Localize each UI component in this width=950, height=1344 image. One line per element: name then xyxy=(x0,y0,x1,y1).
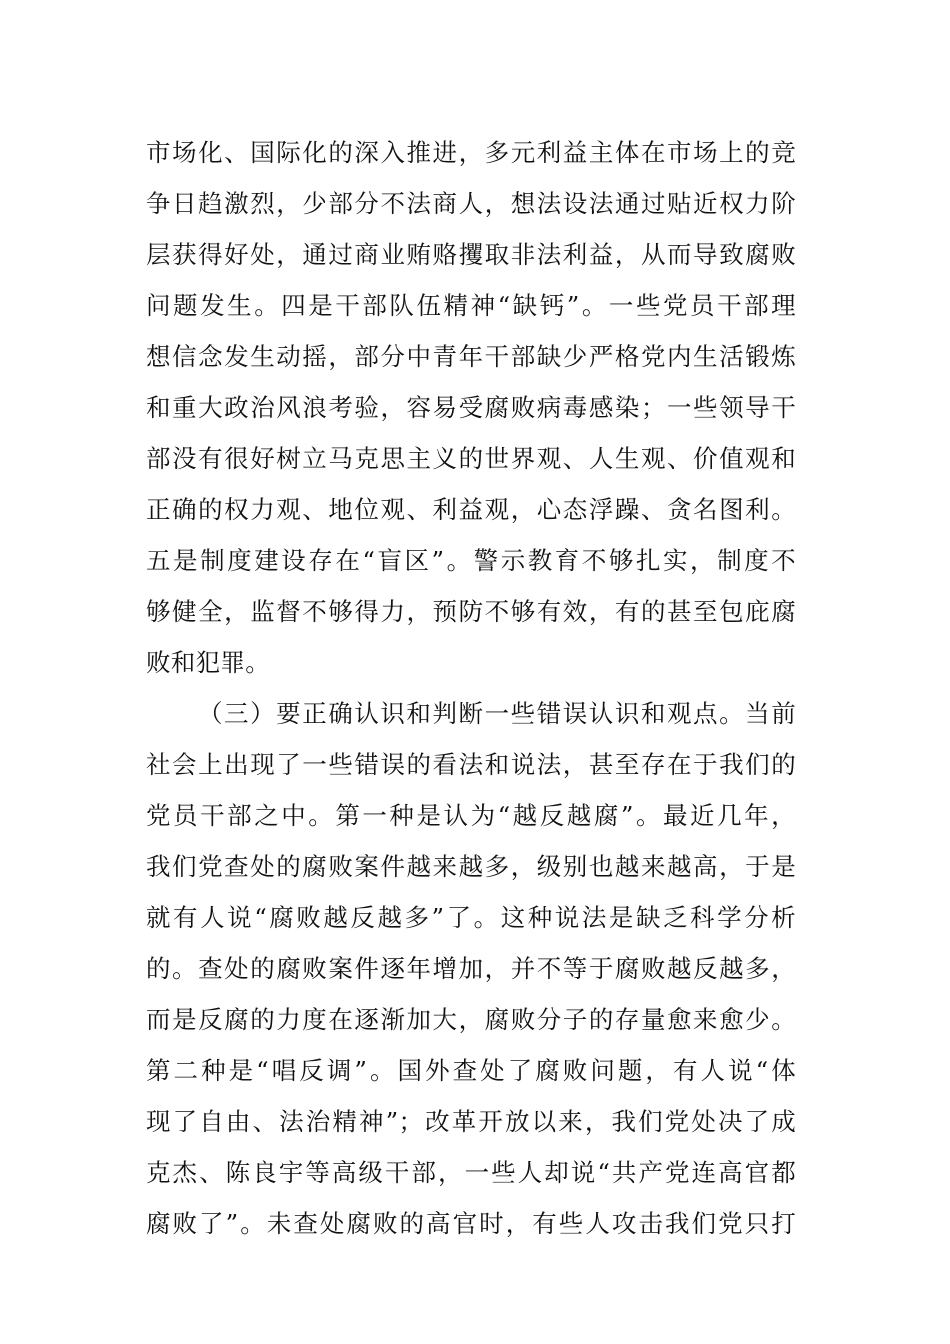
text-line: 层获得好处，通过商业贿赂攫取非法利益，从而导致腐败 xyxy=(146,240,796,269)
text-line: 第二种是“唱反调”。国外查处了腐败问题，有人说“体 xyxy=(146,1056,796,1085)
section-heading-line: （三）要正确认识和判断一些错误认识和观点。当前 xyxy=(198,699,796,728)
text-line: 正确的权力观、地位观、利益观，心态浮躁、贪名图利。 xyxy=(146,495,796,524)
text-line: 五是制度建设存在“盲区”。警示教育不够扎实，制度不 xyxy=(146,546,796,575)
text-line: 党员干部之中。第一种是认为“越反越腐”。最近几年， xyxy=(146,801,796,830)
text-line: 败和犯罪。 xyxy=(146,648,270,677)
paragraph-section-three xyxy=(146,688,796,1249)
text-line: 的。查处的腐败案件逐年增加，并不等于腐败越反越多， xyxy=(146,954,796,983)
text-line: 想信念发生动摇，部分中青年干部缺少严格党内生活锻炼 xyxy=(146,342,796,371)
text-line: 争日趋激烈，少部分不法商人，想法设法通过贴近权力阶 xyxy=(146,189,796,218)
body-text xyxy=(146,127,796,1249)
text-line: 现了自由、法治精神”；改革开放以来，我们党处决了成 xyxy=(146,1107,796,1136)
text-line: 部没有很好树立马克思主义的世界观、人生观、价值观和 xyxy=(146,444,796,473)
paragraph-continuation xyxy=(146,127,796,688)
text-line: 克杰、陈良宇等高级干部，一些人却说“共产党连高官都 xyxy=(146,1158,796,1187)
text-line: 和重大政治风浪考验，容易受腐败病毒感染；一些领导干 xyxy=(146,393,796,422)
text-line: 就有人说“腐败越反越多”了。这种说法是缺乏科学分析 xyxy=(146,903,796,932)
text-line: 腐败了”。未查处腐败的高官时，有些人攻击我们党只打 xyxy=(146,1209,796,1238)
text-line: 社会上出现了一些错误的看法和说法，甚至存在于我们的 xyxy=(146,750,796,779)
text-line: 而是反腐的力度在逐渐加大，腐败分子的存量愈来愈少。 xyxy=(146,1005,796,1034)
text-line: 够健全，监督不够得力，预防不够有效，有的甚至包庇腐 xyxy=(146,597,796,626)
text-line: 市场化、国际化的深入推进，多元利益主体在市场上的竞 xyxy=(146,138,796,167)
text-line: 我们党查处的腐败案件越来越多，级别也越来越高，于是 xyxy=(146,852,796,881)
text-line: 问题发生。四是干部队伍精神“缺钙”。一些党员干部理 xyxy=(146,291,796,320)
